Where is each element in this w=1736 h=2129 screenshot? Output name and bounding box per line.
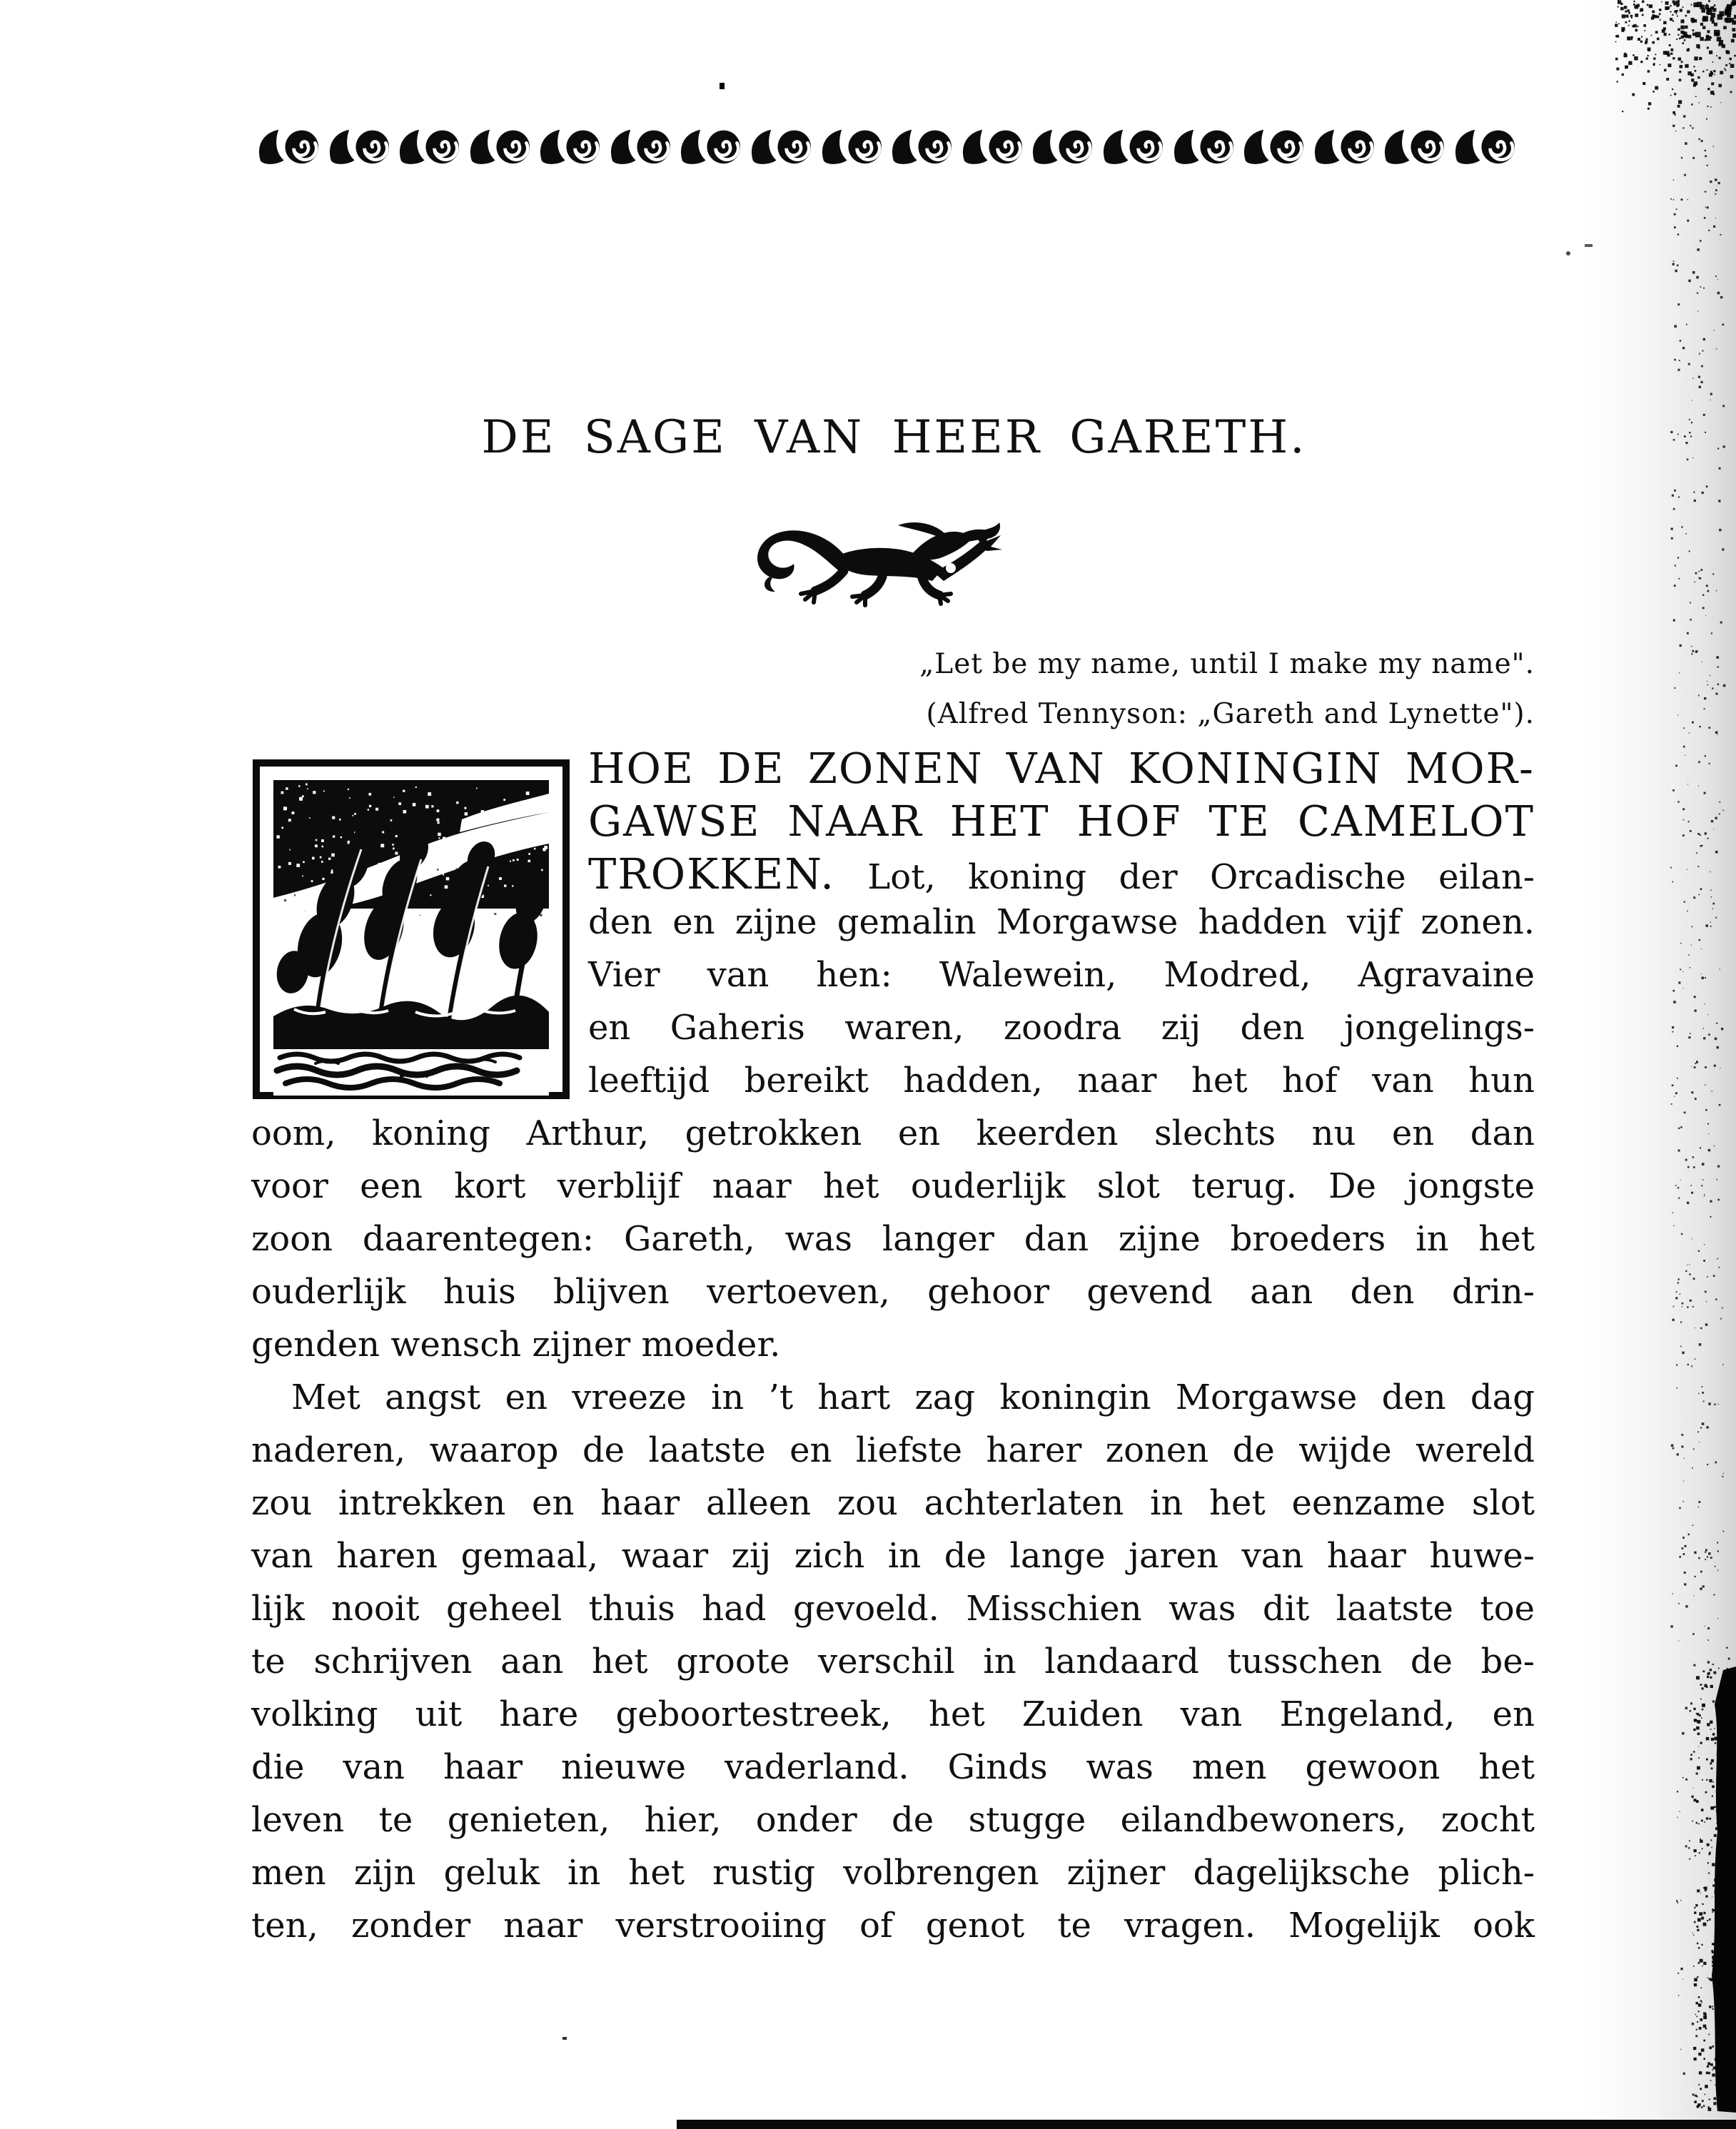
scroll-unit-icon [1452,127,1520,166]
body-line: genden wensch zijner moeder. [251,1325,781,1365]
scroll-unit-icon [537,127,605,166]
scroll-unit-icon [819,127,887,166]
scroll-unit-icon [1100,127,1169,166]
scroll-unit-icon [1029,127,1098,166]
scan-speck [720,83,725,89]
body-line: zou intrekken en haar alleen zou achterlaten in het eenzame slot [251,1483,1535,1523]
scroll-unit-icon [1241,127,1309,166]
body-line: die van haar nieuwe vaderland. Ginds was men gewoon het [251,1747,1535,1787]
scroll-unit-icon [677,127,746,166]
body-line: HOE DE ZONEN VAN KONINGIN MOR- [588,744,1535,793]
page-title: DE SAGE VAN HEER GARETH. [481,411,1307,464]
body-line: lijk nooit geheel thuis had gevoeld. Misschien was dit laatste toe [251,1589,1535,1629]
scroll-unit-icon [607,127,676,166]
scroll-unit-icon [1381,127,1450,166]
dragon-lizard-ornament-icon [742,515,1022,608]
scan-bottom-bar [677,2120,1736,2129]
body-line: GAWSE NAAR HET HOF TE CAMELOT [588,797,1535,846]
scroll-unit-icon [396,127,465,166]
body-line: leven te genieten, hier, onder de stugge eilandbewoners, zocht [251,1800,1535,1840]
epigraph [250,639,1535,739]
body-line: oom, koning Arthur, getrokken en keerden slechts nu en dan [251,1113,1535,1153]
scroll-unit-icon [1311,127,1380,166]
body-line: men zijn geluk in het rustig volbrengen zijner dagelijksche plich- [251,1853,1535,1893]
body-text [251,744,1535,1958]
body-line: leeftijd bereikt hadden, naar het hof van hun [588,1061,1535,1101]
scan-speck [1585,244,1593,247]
scan-speck [1566,251,1570,256]
scan-edge-artifact [1586,0,1736,2129]
body-line: van haren gemaal, waar zij zich in de lange jaren van haar huwe- [251,1536,1535,1576]
body-line: voor een kort verblijf naar het ouderlijk slot terug. De jongste [251,1166,1535,1206]
body-line: naderen, waarop de laatste en liefste harer zonen de wijde wereld [251,1430,1535,1470]
body-line: Vier van hen: Walewein, Modred, Agravaine [588,955,1535,995]
scan-speck [562,2037,567,2040]
body-line: ouderlijk huis blijven vertoeven, gehoor gevend aan den drin- [251,1272,1535,1312]
body-line: en Gaheris waren, zoodra zij den jongelings- [588,1008,1535,1048]
scroll-unit-icon [748,127,817,166]
scroll-unit-icon [889,127,957,166]
body-line: ten, zonder naar verstrooiing of genot te vragen. Mogelijk ook [251,1906,1535,1946]
body-line: Met angst en vreeze in ’t hart zag koningin Morgawse den dag [291,1377,1535,1417]
epigraph-quote: „Let be my name, until I make my name". [919,648,1535,680]
body-line: TROKKEN. Lot, koning der Orcadische eilan- [588,849,1535,899]
scroll-unit-icon [326,127,395,166]
body-line: volking uit hare geboortestreek, het Zuiden van Engeland, en [251,1694,1535,1734]
body-line: den en zijne gemalin Morgawse hadden vijf zonen. [588,902,1535,942]
epigraph-attribution: (Alfred Tennyson: „Gareth and Lynette"). [926,698,1535,730]
scroll-unit-icon [256,127,324,166]
body-line: te schrijven aan het groote verschil in landaard tusschen de be- [251,1642,1535,1682]
scroll-unit-icon [1171,127,1239,166]
scroll-unit-icon [467,127,535,166]
body-line: zoon daarentegen: Gareth, was langer dan zijne broeders in het [251,1219,1535,1259]
scrollwork-frieze-ornament [256,126,1520,167]
scroll-unit-icon [959,127,1028,166]
